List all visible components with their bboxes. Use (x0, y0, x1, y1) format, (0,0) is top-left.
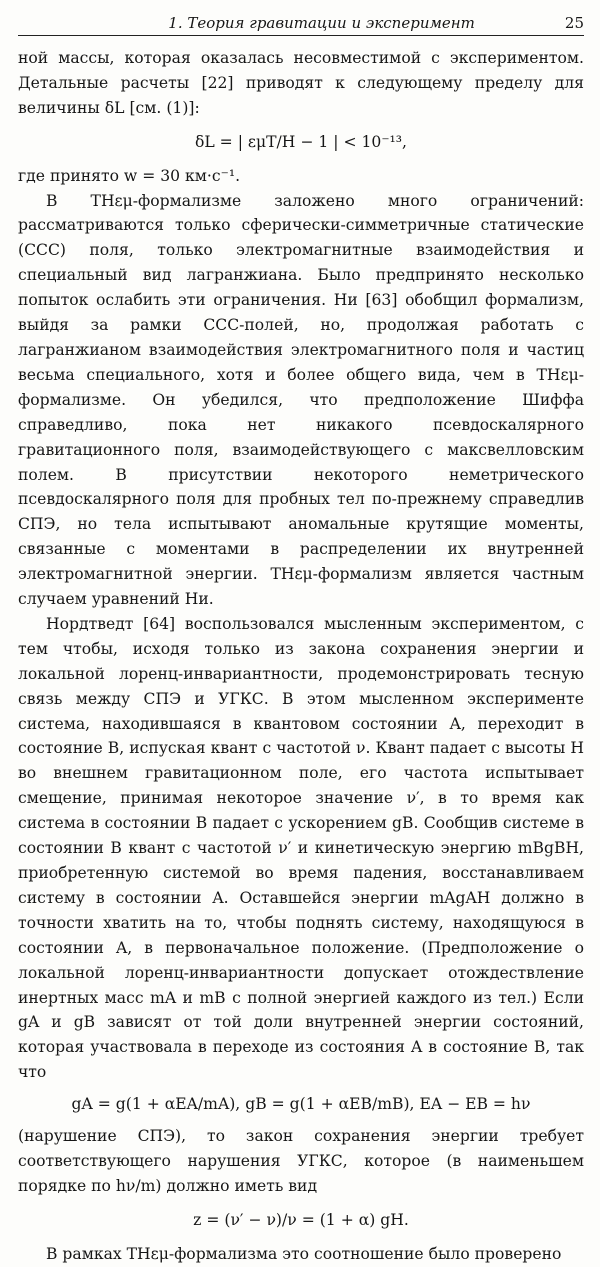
paragraph-4: Нордтведт [64] воспользовался мысленным экспериментом, с тем чтобы, исходя только из закона сохранения энергии и локальной лоренц-инвариантности, продемонстрировать тесную связь между СПЭ и УГКС. В этом мысленном эксперименте система, находившаяся в квантовом состоянии A, переходит в состояние B, испуская квант с частотой ν. Квант падает с высоты H во внешнем гравитационном поле, его частота испытывает смещение, принимая некоторое значение ν′, в то время как система в состоянии B падает с ускорением gB. Сообщив системе в состоянии B квант с частотой ν′ и кинетическую энергию mBgBH, приобретенную системой во время падения, восстанавливаем систему в состоянии A. Оставшейся энергии mAgAH должно в точности хватить на то, чтобы поднять систему, находящуюся в состоянии A, в первоначальное положение. (Предположение о локальной лоренц-инвариантности допускает отождествление инертных масс mA и mB с полной энергией каждого из тел.) Если gA и gB зависят от той доли внутренней энергии состояний, которая участвовала в переходе из состояния A в состояние B, так что (18, 614, 584, 1082)
formula-accelerations: gA = g(1 + αEA/mA), gB = g(1 + αEB/mB), EA − EB = hν (71, 1095, 531, 1114)
paragraph-2: где принято w = 30 км·с⁻¹. (18, 166, 241, 185)
formula-redshift: z = (ν′ − ν)/ν = (1 + α) gH. (193, 1210, 409, 1229)
formula-delta-l: δL = | εμT/H − 1 | < 10⁻¹³, (194, 132, 408, 151)
paragraph-6: В рамках THεμ-формализма это соотношение было проверено (46, 1244, 562, 1263)
running-header (18, 12, 584, 36)
page-number: 25 (564, 14, 584, 32)
page-body (18, 46, 584, 1263)
running-title: 1. Теория гравитации и эксперимент (168, 14, 475, 32)
paragraph-5: (нарушение СПЭ), то закон сохранения энергии требует соответствующего нарушения УГКС, которое (в наименьшем порядке по hν/m) должно иметь вид (18, 1127, 584, 1195)
paragraph-1: ной массы, которая оказалась несовместимой с экспериментом. Детальные расчеты [22] приводят к следующему пределу для величины δL [см. (1)]: (18, 49, 584, 117)
paragraph-3: В THεμ-формализме заложено много ограничений: рассматриваются только сферически-симметричные статические (ССС) поля, только электромагнитные взаимодействия и специальный вид лагранжиана. Было предпринято несколько попыток ослабить эти ограничения. Ни [63] обобщил формализм, выйдя за рамки ССС-полей, но, продолжая работать с лагранжианом взаимодействия электромагнитного поля и частиц весьма специального, хотя и более общего вида, чем в THεμ-формализме. Он убедился, что предположение Шиффа справедливо, пока нет никакого псевдоскалярного гравитационного поля, взаимодействующего с максвелловским полем. В присутствии некоторого неметрического псевдоскалярного поля для пробных тел по-прежнему справедлив СПЭ, но тела испытывают аномальные крутящие моменты, связанные с моментами в распределении их внутренней электромагнитной энергии. THεμ-формализм является частным случаем уравнений Ни. (18, 191, 584, 609)
